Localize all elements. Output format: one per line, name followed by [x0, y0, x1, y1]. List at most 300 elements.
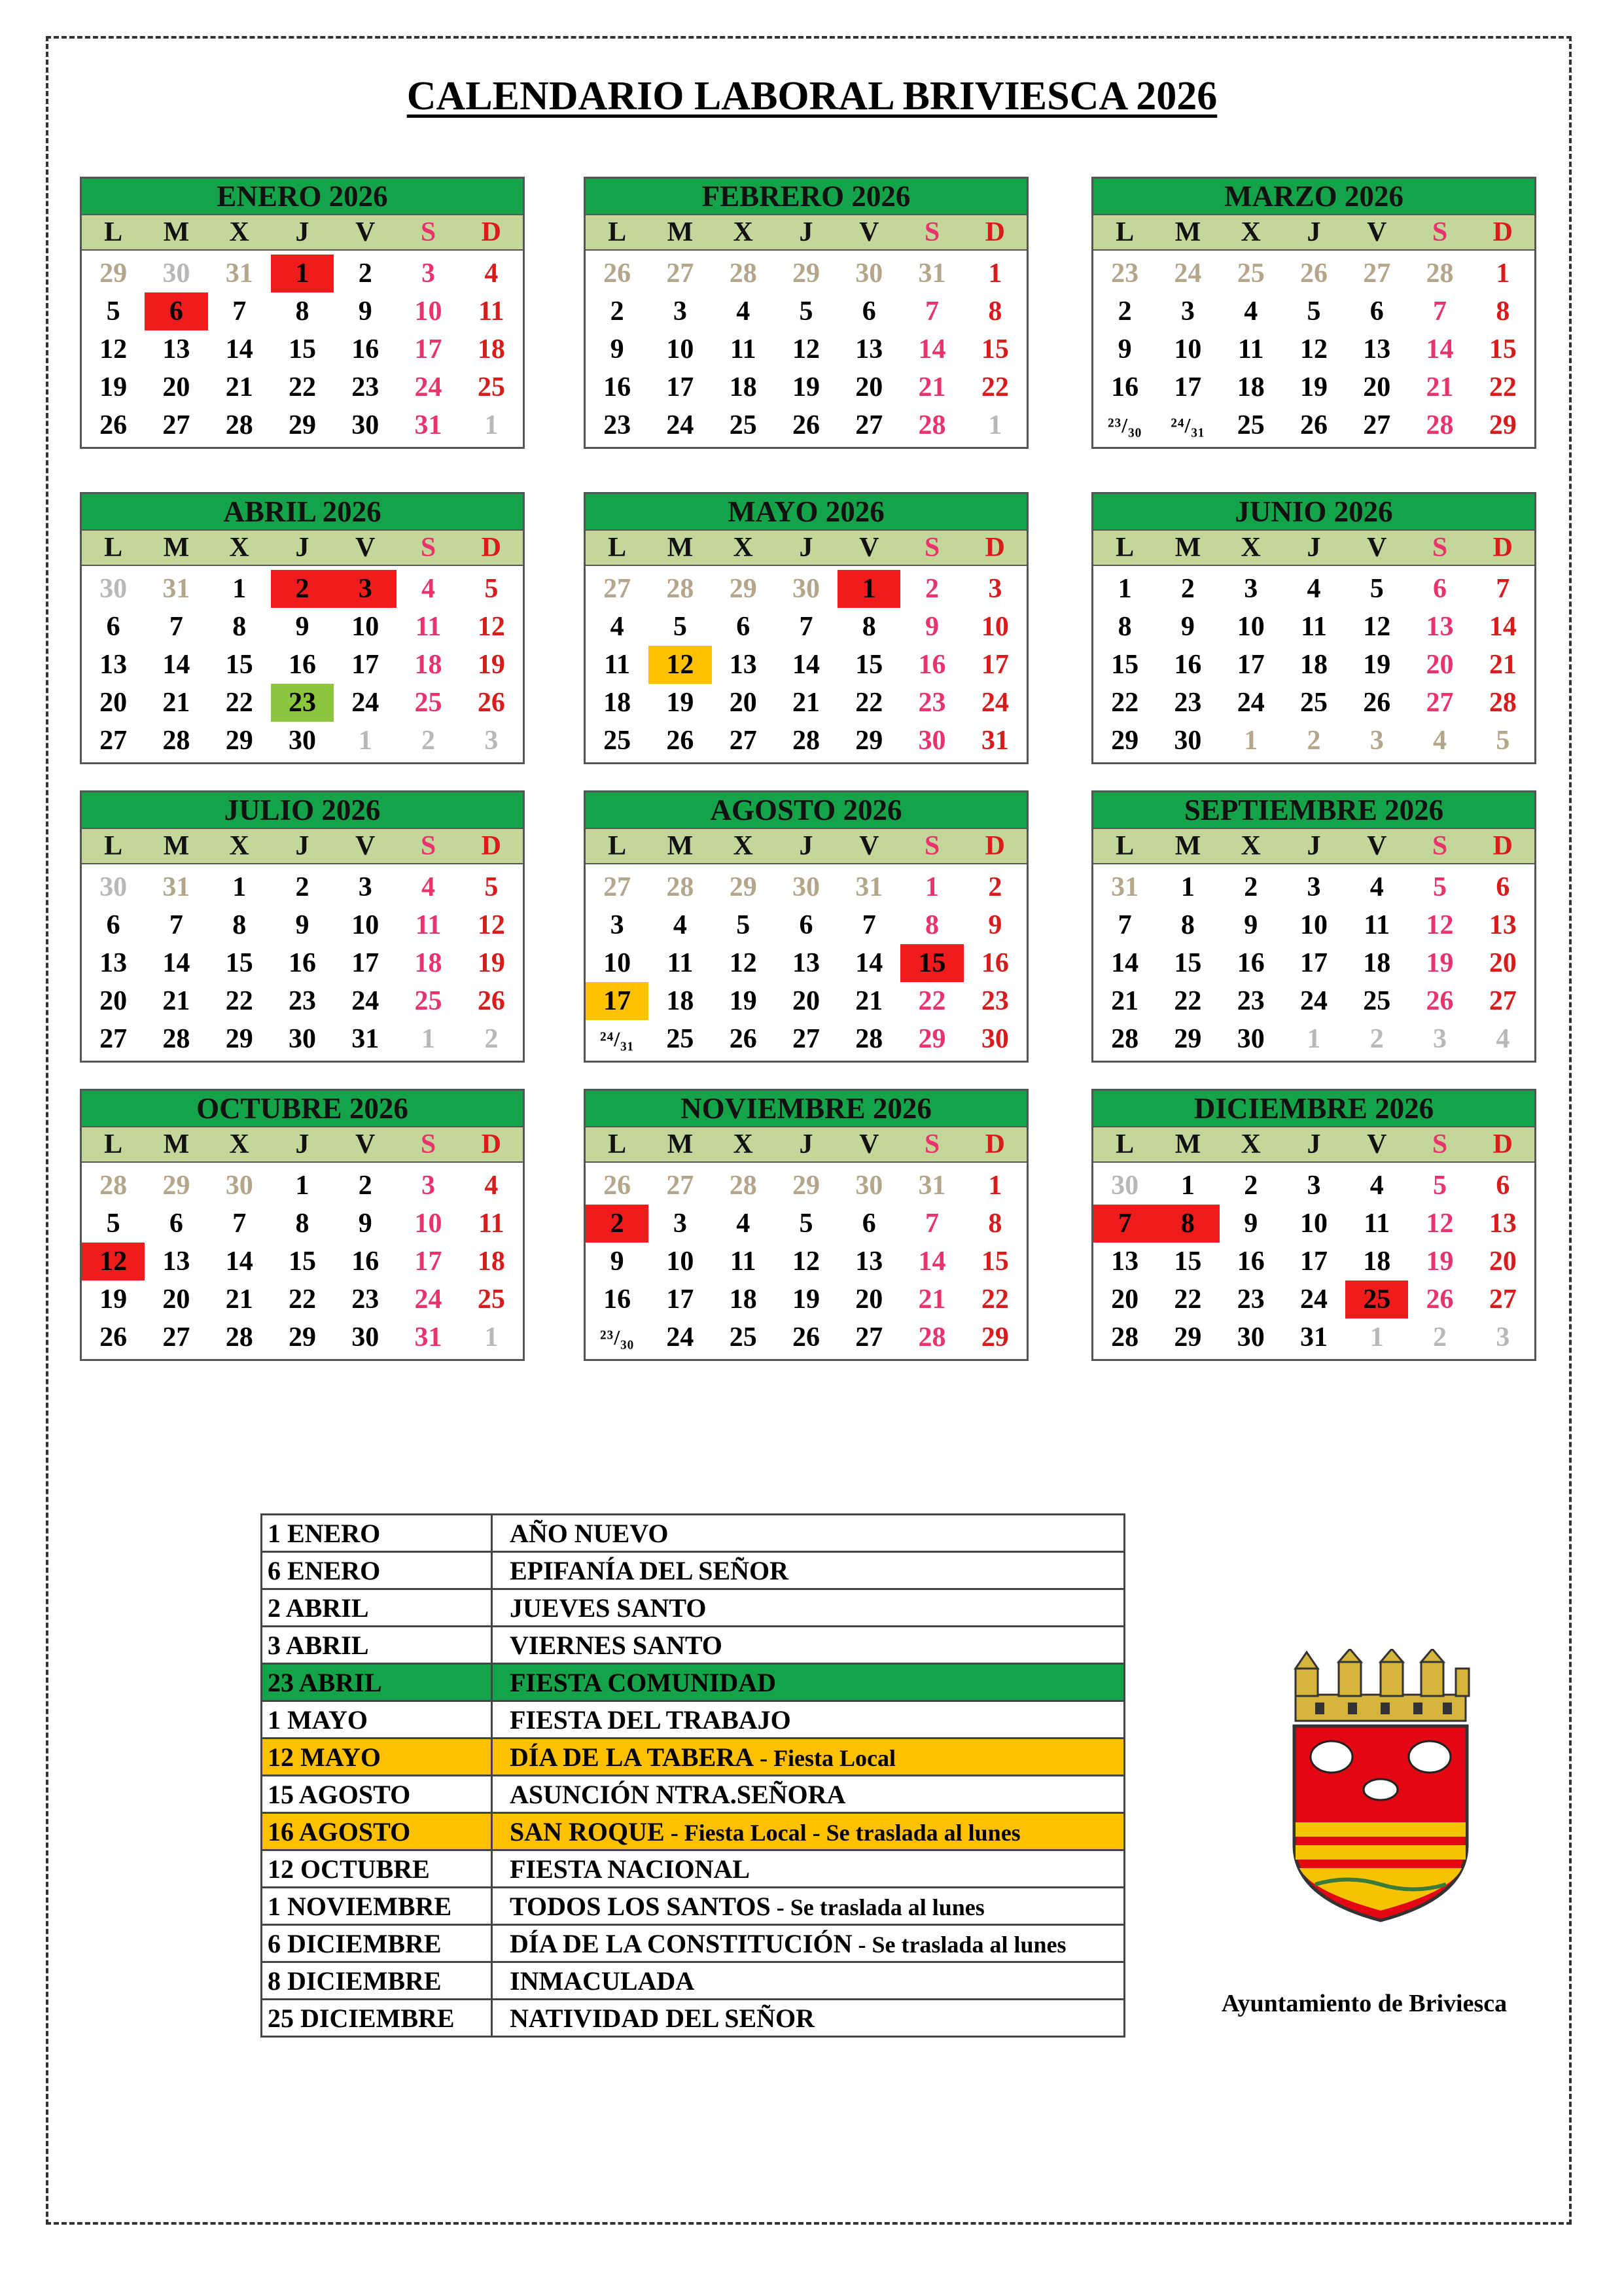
day-cell: 7	[232, 296, 247, 327]
holiday-row	[262, 1739, 1125, 1776]
weekday-label: M	[1174, 1129, 1201, 1159]
day-cell: ²⁴/₃₁	[1171, 414, 1205, 437]
day-cell: 30	[792, 872, 820, 902]
day-cell: 23	[603, 410, 631, 440]
weekday-label: V	[1367, 1129, 1387, 1159]
weekday-label: S	[924, 831, 940, 861]
day-cell: 28	[1426, 410, 1454, 440]
day-cell: 4	[1244, 296, 1258, 327]
day-cell: 13	[1111, 1246, 1139, 1277]
weekday-header	[1093, 214, 1534, 251]
day-cell: 3	[334, 570, 397, 608]
day-cell: 31	[414, 1322, 442, 1352]
day-cell: 31	[414, 410, 442, 440]
day-cell: 21	[1111, 986, 1139, 1016]
month-title: JUNIO 2026	[1093, 494, 1534, 529]
day-cell: 24	[1299, 1284, 1328, 1315]
day-cell: 24	[351, 688, 380, 718]
weekday-label: D	[1492, 831, 1513, 861]
day-cell: 30	[855, 258, 883, 289]
holiday-row	[262, 1552, 1125, 1589]
week-row	[82, 1243, 523, 1280]
day-cell: 7	[925, 1209, 940, 1239]
day-cell: 3	[1369, 726, 1384, 756]
day-cell: 2	[1118, 296, 1132, 327]
day-cell: 31	[351, 1024, 380, 1054]
day-cell: 14	[1111, 948, 1139, 978]
weekday-label: J	[799, 831, 813, 861]
day-cell: 1	[358, 726, 372, 756]
holiday-name-cell	[492, 1962, 1125, 2000]
holiday-name-cell	[492, 1589, 1125, 1627]
holiday-date: 1 ENERO	[262, 1515, 492, 1552]
week-row	[586, 330, 1027, 368]
day-cell: 20	[855, 1284, 883, 1315]
day-cell: 10	[351, 910, 380, 940]
coat-of-arms-icon	[1276, 1649, 1485, 1924]
day-cell: 28	[729, 1171, 757, 1201]
day-cell: 29	[288, 410, 316, 440]
day-cell: 8	[1496, 296, 1510, 327]
day-cell: 15	[981, 334, 1009, 364]
day-cell: 28	[99, 1171, 128, 1201]
weekday-label: D	[481, 831, 501, 861]
day-cell: 25	[1299, 688, 1328, 718]
weekday-label: L	[608, 533, 627, 563]
day-cell: 6	[106, 910, 120, 940]
day-cell: 31	[981, 726, 1009, 756]
day-cell: 4	[1433, 726, 1447, 756]
day-cell: 19	[1426, 948, 1454, 978]
week-row	[586, 1243, 1027, 1280]
day-cell: 12	[477, 910, 505, 940]
day-cell: 12	[792, 334, 820, 364]
day-cell: 9	[295, 910, 309, 940]
day-cell: 5	[673, 612, 687, 642]
day-cell: 23	[1237, 1284, 1265, 1315]
weekday-label: M	[1174, 217, 1201, 247]
day-cell: 19	[792, 1284, 820, 1315]
holiday-date: 16 AGOSTO	[262, 1813, 492, 1850]
weekday-label: L	[1116, 217, 1135, 247]
day-cell: 9	[358, 296, 372, 327]
day-cell: 19	[1363, 650, 1391, 680]
day-cell: 7	[169, 910, 183, 940]
weekday-label: V	[859, 1129, 879, 1159]
month-calendar	[584, 492, 1029, 764]
week-row	[82, 406, 523, 444]
day-cell: 7	[799, 612, 813, 642]
weekday-label: M	[163, 831, 190, 861]
day-cell: 28	[225, 1322, 253, 1352]
month-calendar	[80, 1089, 525, 1361]
month-title: MAYO 2026	[586, 494, 1027, 529]
day-cell: 14	[225, 334, 253, 364]
day-cell: 3	[1433, 1024, 1447, 1054]
week-row	[82, 255, 523, 292]
day-cell: 5	[736, 910, 750, 940]
day-cell: 9	[988, 910, 1002, 940]
day-cell: 2	[271, 570, 334, 608]
day-cell: 13	[855, 334, 883, 364]
page-title: CALENDARIO LABORAL BRIVIESCA 2026	[406, 74, 1218, 118]
holiday-name-cell	[492, 1515, 1125, 1552]
day-cell: 29	[225, 1024, 253, 1054]
day-cell: 27	[99, 1024, 128, 1054]
day-cell: 16	[1111, 372, 1139, 402]
day-cell: 13	[1489, 910, 1517, 940]
day-cell: 3	[1180, 296, 1195, 327]
day-cell: 10	[1174, 334, 1202, 364]
weekday-label: X	[229, 533, 249, 563]
holiday-note: - Fiesta Local	[754, 1744, 896, 1771]
week-row	[1093, 406, 1534, 444]
weekday-label: M	[667, 831, 694, 861]
day-cell: 26	[603, 1171, 631, 1201]
day-cell: 14	[855, 948, 883, 978]
day-cell: 10	[1299, 910, 1328, 940]
day-cell: 28	[666, 574, 694, 604]
day-cell: 7	[925, 296, 940, 327]
week-row	[82, 608, 523, 646]
day-cell: 30	[288, 1024, 316, 1054]
day-cell: 11	[415, 910, 442, 940]
day-cell: 25	[414, 986, 442, 1016]
day-cell: 1	[988, 258, 1002, 289]
day-cell: 3	[421, 258, 436, 289]
weekday-label: L	[1116, 533, 1135, 563]
day-cell: 21	[162, 688, 190, 718]
week-row	[586, 684, 1027, 722]
day-cell: 4	[1369, 872, 1384, 902]
day-cell: 8	[1180, 910, 1195, 940]
week-row	[82, 944, 523, 982]
weekday-header	[1093, 529, 1534, 566]
days-grid	[82, 1163, 523, 1359]
day-cell: 4	[1369, 1171, 1384, 1201]
week-row	[1093, 868, 1534, 906]
day-cell: 30	[99, 872, 128, 902]
day-cell: 30	[1237, 1024, 1265, 1054]
day-cell: 11	[730, 334, 756, 364]
day-cell: 6	[799, 910, 813, 940]
day-cell: 8	[232, 612, 247, 642]
day-cell: 10	[1237, 612, 1265, 642]
day-cell: 17	[586, 982, 648, 1020]
week-row	[82, 1020, 523, 1058]
day-cell: 22	[288, 1284, 316, 1315]
holiday-row	[262, 1776, 1125, 1813]
day-cell: 22	[1111, 688, 1139, 718]
day-cell: 17	[666, 372, 694, 402]
week-row	[1093, 944, 1534, 982]
weekday-label: M	[163, 1129, 190, 1159]
day-cell: 27	[1426, 688, 1454, 718]
weekday-label: X	[1241, 533, 1261, 563]
week-row	[586, 1205, 1027, 1243]
day-cell: 22	[225, 986, 253, 1016]
day-cell: 11	[1301, 612, 1327, 642]
day-cell: 2	[925, 574, 940, 604]
holiday-name: AÑO NUEVO	[510, 1518, 669, 1548]
day-cell: 27	[855, 410, 883, 440]
day-cell: 22	[1174, 986, 1202, 1016]
weekday-label: J	[1307, 1129, 1321, 1159]
week-row	[1093, 330, 1534, 368]
day-cell: 20	[1489, 1246, 1517, 1277]
weekday-label: L	[1116, 831, 1135, 861]
month-title: NOVIEMBRE 2026	[586, 1091, 1027, 1126]
day-cell: 15	[225, 650, 253, 680]
day-cell: 30	[351, 1322, 380, 1352]
day-cell: 23	[918, 688, 946, 718]
days-grid	[1093, 1163, 1534, 1359]
day-cell: 16	[918, 650, 946, 680]
day-cell: 26	[792, 410, 820, 440]
day-cell: 19	[666, 688, 694, 718]
day-cell: 8	[1118, 612, 1132, 642]
day-cell: 25	[477, 1284, 505, 1315]
week-row	[82, 1318, 523, 1356]
day-cell: 23	[351, 1284, 380, 1315]
day-cell: 17	[1299, 948, 1328, 978]
week-row	[586, 868, 1027, 906]
day-cell: 17	[1299, 1246, 1328, 1277]
day-cell: 21	[225, 1284, 253, 1315]
day-cell: 2	[358, 258, 372, 289]
day-cell: 1	[421, 1024, 436, 1054]
day-cell: 9	[925, 612, 940, 642]
day-cell: 24	[666, 410, 694, 440]
holiday-row	[262, 1925, 1125, 1962]
day-cell: 4	[421, 872, 436, 902]
day-cell: 1	[838, 570, 900, 608]
weekday-label: J	[1307, 533, 1321, 563]
day-cell: 29	[981, 1322, 1009, 1352]
day-cell: 2	[988, 872, 1002, 902]
holiday-date: 1 MAYO	[262, 1701, 492, 1739]
weekday-label: D	[985, 217, 1005, 247]
weekday-label: S	[1432, 831, 1448, 861]
day-cell: 7	[169, 612, 183, 642]
day-cell: 30	[1174, 726, 1202, 756]
day-cell: 25	[1237, 410, 1265, 440]
day-cell: 31	[162, 872, 190, 902]
holiday-name: ASUNCIÓN NTRA.SEÑORA	[510, 1779, 846, 1809]
week-row	[586, 570, 1027, 608]
holiday-date: 8 DICIEMBRE	[262, 1962, 492, 2000]
day-cell: 5	[1369, 574, 1384, 604]
day-cell: 29	[225, 726, 253, 756]
month-calendar	[1091, 177, 1536, 449]
day-cell: 2	[1369, 1024, 1384, 1054]
holiday-date: 12 MAYO	[262, 1739, 492, 1776]
day-cell: 29	[918, 1024, 946, 1054]
day-cell: 23	[981, 986, 1009, 1016]
day-cell: 17	[666, 1284, 694, 1315]
day-cell: 19	[729, 986, 757, 1016]
weekday-label: M	[667, 533, 694, 563]
holiday-name-cell	[492, 1925, 1125, 1962]
week-row	[586, 292, 1027, 330]
weekday-label: D	[481, 1129, 501, 1159]
day-cell: 19	[1299, 372, 1328, 402]
holiday-date: 3 ABRIL	[262, 1627, 492, 1664]
day-cell: 7	[1433, 296, 1447, 327]
holiday-row	[262, 1664, 1125, 1701]
week-row	[1093, 906, 1534, 944]
day-cell: 31	[1111, 872, 1139, 902]
day-cell: 7	[1496, 574, 1510, 604]
day-cell: 30	[288, 726, 316, 756]
day-cell: 24	[351, 986, 380, 1016]
weekday-label: J	[295, 831, 309, 861]
day-cell: 28	[225, 410, 253, 440]
day-cell: 17	[1174, 372, 1202, 402]
weekday-label: M	[1174, 533, 1201, 563]
day-cell: 30	[1111, 1171, 1139, 1201]
day-cell: 14	[1489, 612, 1517, 642]
weekday-label: D	[985, 1129, 1005, 1159]
weekday-label: V	[1367, 217, 1387, 247]
day-cell: 27	[1363, 258, 1391, 289]
day-cell: 3	[358, 872, 372, 902]
holiday-date: 1 NOVIEMBRE	[262, 1888, 492, 1925]
day-cell: 6	[1496, 1171, 1510, 1201]
week-row	[586, 368, 1027, 406]
week-row	[586, 982, 1027, 1020]
weekday-label: V	[355, 533, 376, 563]
day-cell: 11	[604, 650, 630, 680]
day-cell: 8	[862, 612, 876, 642]
weekday-label: V	[859, 533, 879, 563]
day-cell: 3	[484, 726, 499, 756]
holiday-row	[262, 1813, 1125, 1850]
day-cell: 1	[988, 410, 1002, 440]
day-cell: 23	[1111, 258, 1139, 289]
holiday-date: 6 DICIEMBRE	[262, 1925, 492, 1962]
day-cell: 25	[1345, 1280, 1408, 1318]
days-grid	[1093, 251, 1534, 447]
day-cell: 5	[1433, 872, 1447, 902]
day-cell: 27	[603, 872, 631, 902]
day-cell: 20	[1489, 948, 1517, 978]
weekday-label: J	[799, 1129, 813, 1159]
day-cell: 20	[162, 1284, 190, 1315]
day-cell: 28	[666, 872, 694, 902]
week-row	[586, 255, 1027, 292]
day-cell: 26	[603, 258, 631, 289]
month-calendar	[80, 492, 525, 764]
week-row	[82, 868, 523, 906]
day-cell: 20	[99, 688, 128, 718]
day-cell: 27	[162, 410, 190, 440]
day-cell: 15	[1489, 334, 1517, 364]
day-cell: 2	[1244, 1171, 1258, 1201]
day-cell: 12	[477, 612, 505, 642]
weekday-label: X	[1241, 217, 1261, 247]
holiday-name-cell	[492, 1701, 1125, 1739]
weekday-label: V	[355, 1129, 376, 1159]
weekday-label: M	[667, 217, 694, 247]
weekday-label: S	[924, 217, 940, 247]
day-cell: 25	[666, 1024, 694, 1054]
day-cell: 11	[730, 1246, 756, 1277]
holiday-name-cell	[492, 1813, 1125, 1850]
day-cell: 8	[232, 910, 247, 940]
week-row	[586, 1318, 1027, 1356]
day-cell: 28	[792, 726, 820, 756]
day-cell: 15	[981, 1246, 1009, 1277]
month-calendar	[1091, 492, 1536, 764]
day-cell: 14	[225, 1246, 253, 1277]
day-cell: 7	[862, 910, 876, 940]
day-cell: 12	[99, 334, 128, 364]
day-cell: 4	[673, 910, 687, 940]
day-cell: 1	[1307, 1024, 1321, 1054]
day-cell: 18	[729, 1284, 757, 1315]
holiday-name: VIERNES SANTO	[510, 1630, 722, 1660]
month-calendar	[584, 1089, 1029, 1361]
day-cell: 25	[603, 726, 631, 756]
day-cell: 6	[106, 612, 120, 642]
day-cell: 2	[1180, 574, 1195, 604]
day-cell: 1	[271, 255, 334, 292]
week-row	[1093, 982, 1534, 1020]
day-cell: 13	[792, 948, 820, 978]
weekday-label: S	[420, 533, 436, 563]
day-cell: 18	[1299, 650, 1328, 680]
day-cell: 14	[792, 650, 820, 680]
day-cell: 15	[1174, 948, 1202, 978]
day-cell: 13	[1489, 1209, 1517, 1239]
day-cell: 12	[1426, 1209, 1454, 1239]
weekday-label: V	[859, 217, 879, 247]
days-grid	[586, 1163, 1027, 1359]
day-cell: 28	[1111, 1322, 1139, 1352]
day-cell: 23	[271, 684, 334, 722]
day-cell: 9	[358, 1209, 372, 1239]
month-calendar	[80, 790, 525, 1063]
day-cell: 25	[1363, 986, 1391, 1016]
holiday-name: FIESTA DEL TRABAJO	[510, 1704, 791, 1735]
month-calendar	[80, 177, 525, 449]
day-cell: 11	[1364, 1209, 1390, 1239]
weekday-label: M	[1174, 831, 1201, 861]
day-cell: 5	[1496, 726, 1510, 756]
day-cell: 27	[162, 1322, 190, 1352]
day-cell: 4	[484, 258, 499, 289]
month-title: MARZO 2026	[1093, 179, 1534, 214]
day-cell: 1	[1369, 1322, 1384, 1352]
holiday-date: 23 ABRIL	[262, 1664, 492, 1701]
day-cell: 5	[1307, 296, 1321, 327]
day-cell: 21	[918, 372, 946, 402]
weekday-header	[586, 1126, 1027, 1163]
weekday-label: J	[1307, 831, 1321, 861]
day-cell: 1	[925, 872, 940, 902]
day-cell: 18	[729, 372, 757, 402]
week-row	[82, 646, 523, 684]
day-cell: 27	[666, 1171, 694, 1201]
day-cell: 5	[1433, 1171, 1447, 1201]
day-cell: 30	[918, 726, 946, 756]
day-cell: 18	[1237, 372, 1265, 402]
day-cell: 11	[1237, 334, 1264, 364]
weekday-label: V	[859, 831, 879, 861]
week-row	[82, 982, 523, 1020]
day-cell: ²³/₃₀	[600, 1326, 635, 1349]
